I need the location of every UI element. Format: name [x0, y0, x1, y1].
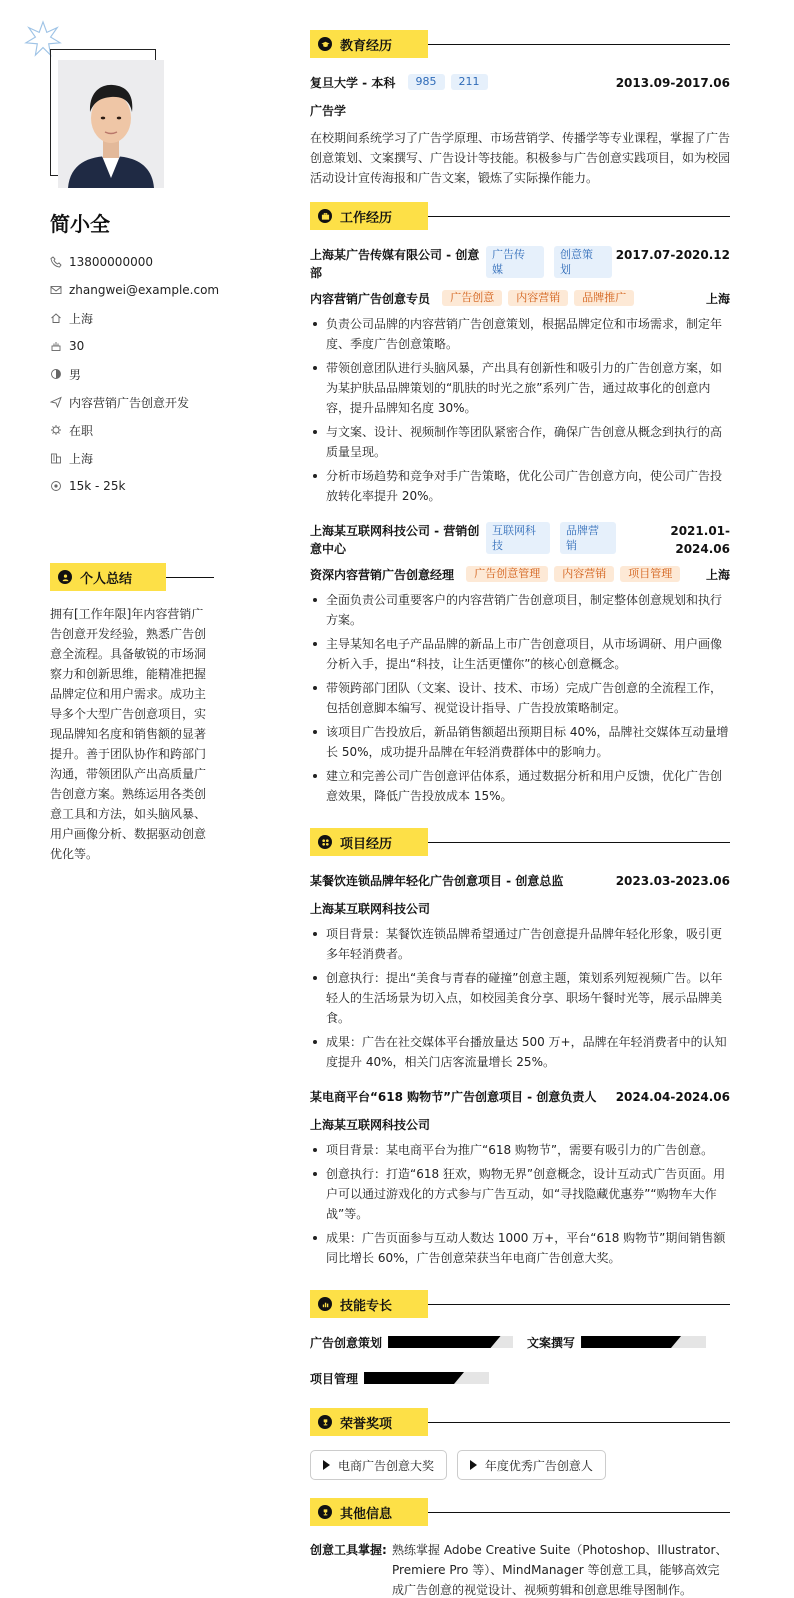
hometown-text: 上海: [69, 311, 94, 326]
projects-section-header: [310, 828, 730, 856]
salary-text: 15k - 25k: [69, 479, 126, 493]
award-label: 年度优秀广告创意人: [484, 1458, 593, 1473]
skill-bar: [388, 1336, 513, 1348]
industry-tag-line: 技: [492, 539, 503, 552]
skill-tag: 广告创意: [442, 290, 502, 306]
job-entry: [310, 246, 730, 506]
avatar-portrait-icon: [58, 60, 164, 188]
job-header-row: [310, 522, 730, 558]
projects-divider: [428, 842, 730, 843]
awards-list: [310, 1450, 730, 1480]
skill-tag: 内容营销: [554, 566, 614, 582]
project-bullet: 成果：广告页面参与互动人数达 1000 万+，平台“618 购物节”期间销售额同比增长 60%，广告创意荣获当年电商广告创意大奖。: [310, 1228, 730, 1268]
project-bullet: 项目背景：某电商平台为推广“618 购物节”，需要有吸引力的广告创意。: [310, 1140, 730, 1160]
work-divider: [428, 216, 730, 217]
job-bullet: 带领创意团队进行头脑风暴，产出具有创新性和吸引力的广告创意方案，如为某护肤品品牌策划的“肌肤的时光之旅”系列广告，通过故事化的创意内容，提升品牌知名度 30%。: [310, 358, 730, 418]
job-position: 内容营销广告创意专员: [310, 292, 431, 306]
job-company: [310, 522, 482, 558]
industry-tag-line: 媒: [492, 263, 503, 276]
skills-row: [310, 1368, 730, 1388]
left-column: [0, 0, 230, 1598]
skills-title-pill: [310, 1290, 428, 1318]
city-text: 上海: [69, 451, 94, 466]
home-icon: [50, 312, 62, 324]
job-position-line: [310, 566, 680, 584]
work-title: 工作经历: [340, 210, 393, 226]
industry-tag-line: 广告传: [492, 248, 525, 261]
status-text: 在职: [69, 423, 94, 438]
project-company: 上海某互联网科技公司: [310, 902, 431, 916]
info-job-intent: [50, 388, 230, 416]
skill-item: [527, 1334, 706, 1351]
skill-name: 项目管理: [310, 1371, 359, 1386]
job-bullet: 带领跨部门团队（文案、设计、技术、市场）完成广告创意的全流程工作，包括创意脚本编写、视觉设计指导、广告投放策略制定。: [310, 678, 730, 718]
candidate-name: 简小全: [50, 212, 110, 236]
cake-icon: [50, 340, 62, 352]
job-date: 2017.07-2020.12: [615, 248, 730, 262]
other-title: 其他信息: [340, 1506, 393, 1522]
gender-text: 男: [69, 367, 82, 382]
job-bullet: 建立和完善公司广告创意评估体系，通过数据分析和用户反馈，优化广告创意效果，降低广告投放成本 15%。: [310, 766, 730, 806]
gender-icon: [50, 368, 62, 380]
building-icon: [50, 452, 62, 464]
skills-divider: [428, 1304, 730, 1305]
info-status: [50, 416, 230, 444]
grid-icon: [318, 835, 332, 849]
award-label: 电商广告创意大奖: [338, 1458, 435, 1473]
industry-tag-line: 品牌营: [566, 524, 599, 537]
skill-tag: 品牌推广: [574, 290, 634, 306]
education-description: 在校期间系统学习了广告学原理、市场营销学、传播学等专业课程，掌握了广告创意策划、文案撰写、广告设计等技能。积极参与广告创意实践项目，如为校园活动设计宣传海报和广告文案，锻炼了实际操作能力。: [310, 131, 731, 185]
phone-text: 13800000000: [69, 255, 153, 269]
job-skill-tags: [466, 566, 680, 582]
contact-info: [50, 248, 230, 500]
skill-bar: [364, 1372, 489, 1384]
salary-icon: [50, 480, 62, 492]
trophy-icon: [318, 1415, 332, 1429]
job-position-line: [310, 290, 634, 308]
project-name: 某餐饮连锁品牌年轻化广告创意项目 - 创意总监: [310, 874, 564, 888]
summary-title-pill: [50, 563, 166, 591]
job-header-row: [310, 246, 730, 282]
skills-row: [310, 1332, 730, 1352]
status-icon: [50, 424, 62, 436]
play-icon: [470, 1460, 477, 1470]
job-bullet: 负责公司品牌的内容营销广告创意策划，根据品牌定位和市场需求，制定年度、季度广告创意策略。: [310, 314, 730, 354]
industry-tag-line: 互联网科: [492, 524, 536, 537]
mail-icon: [50, 284, 62, 296]
info-gender: [50, 360, 230, 388]
info-email: [50, 276, 230, 304]
job-bullet: 全面负责公司重要客户的内容营销广告创意项目，制定整体创意规划和执行方案。: [310, 590, 730, 630]
skills-title: 技能专长: [340, 1298, 393, 1314]
job-skill-tags: [442, 290, 634, 306]
skill-bar: [581, 1336, 706, 1348]
education-tag: 211: [451, 74, 488, 90]
project-bullet: 创意执行：打造“618 狂欢，购物无界”创意概念，设计互动式广告页面。用户可以通过游戏化的方式参与广告互动，如“寻找隐藏优惠券”“购物车大作战”等。: [310, 1164, 730, 1224]
education-divider: [428, 44, 730, 45]
trophy-icon: [318, 1505, 332, 1519]
job-bullet: 分析市场趋势和竞争对手广告策略，优化公司广告创意方向，使公司广告投放转化率提升 20%。: [310, 466, 730, 506]
education-major: 广告学: [310, 104, 347, 118]
skill-item: [310, 1334, 513, 1351]
project-bullet: 项目背景：某餐饮连锁品牌希望通过广告创意提升品牌年轻化形象，吸引更多年轻消费者。: [310, 924, 730, 964]
work-title-pill: [310, 202, 428, 230]
job-position-row: [310, 566, 730, 584]
industry-tag-line: 创意策: [560, 248, 593, 261]
project-entry: [310, 872, 730, 1072]
job-city: 上海: [705, 568, 730, 582]
project-bullets: [310, 1140, 730, 1268]
avatar: [58, 60, 164, 188]
right-column: [310, 30, 730, 1598]
bar-chart-icon: [318, 1297, 332, 1311]
other-section-header: [310, 1498, 730, 1526]
education-school-line: [310, 74, 488, 92]
graduation-cap-icon: [318, 37, 332, 51]
play-icon: [323, 1460, 330, 1470]
other-divider: [428, 1512, 730, 1513]
other-label: 创意工具掌握:: [310, 1543, 387, 1557]
skill-bar-fill: [364, 1372, 464, 1384]
job-company-line: 部: [310, 266, 323, 280]
project-header-row: [310, 1088, 730, 1106]
job-position: 资深内容营销广告创意经理: [310, 568, 455, 582]
info-city: [50, 444, 230, 472]
info-phone: [50, 248, 230, 276]
skills-section-header: [310, 1290, 730, 1318]
education-header-row: [310, 74, 730, 92]
projects-title-pill: [310, 828, 428, 856]
skill-tag: 内容营销: [508, 290, 568, 306]
job-intent-text: 内容营销广告创意开发: [69, 395, 190, 410]
skill-name: 文案撰写: [527, 1335, 576, 1350]
send-icon: [50, 396, 62, 408]
job-bullet: 该项目广告投放后，新品销售额超出预期目标 40%，品牌社交媒体互动量增长 50%，成功提升品牌在年轻消费群体中的影响力。: [310, 722, 730, 762]
education-title-pill: [310, 30, 428, 58]
job-company-line: 意中心: [310, 542, 347, 556]
education-title: 教育经历: [340, 38, 393, 54]
briefcase-icon: [318, 209, 332, 223]
job-city: 上海: [705, 292, 730, 306]
skill-item: [310, 1370, 489, 1387]
education-school: 复旦大学 - 本科: [310, 76, 396, 90]
job-company-line: 上海某互联网科技公司 - 营销创: [310, 524, 480, 538]
skill-tag: 广告创意管理: [466, 566, 548, 582]
project-date: 2023.03-2023.06: [615, 874, 730, 888]
project-date: 2024.04-2024.06: [615, 1090, 730, 1104]
job-bullet: 与文案、设计、视频制作等团队紧密合作，确保广告创意从概念到执行的高质量呈现。: [310, 422, 730, 462]
job-entry: [310, 522, 730, 806]
project-name: 某电商平台“618 购物节”广告创意项目 - 创意负责人: [310, 1090, 597, 1104]
work-section-header: [310, 202, 730, 230]
projects-title: 项目经历: [340, 836, 393, 852]
phone-icon: [50, 256, 62, 268]
age-text: 30: [69, 339, 85, 353]
award-chip: [457, 1450, 606, 1480]
project-bullet: 成果：广告在社交媒体平台播放量达 500 万+，品牌在年轻消费者中的认知度提升 40%，相关门店客流量增长 25%。: [310, 1032, 730, 1072]
industry-tag: [486, 522, 550, 554]
other-info-row: [310, 1540, 730, 1598]
skill-bar-fill: [388, 1336, 501, 1348]
awards-title: 荣誉奖项: [340, 1416, 393, 1432]
summary-divider: [166, 577, 214, 578]
skill-tag: 项目管理: [620, 566, 680, 582]
industry-tag: [486, 246, 544, 278]
user-icon: [58, 570, 72, 584]
other-title-pill: [310, 1498, 428, 1526]
education-date: 2013.09-2017.06: [615, 76, 730, 90]
project-company: 上海某互联网科技公司: [310, 1118, 431, 1132]
summary-section-header: [50, 563, 214, 591]
job-date: 2021.01-2024.06: [670, 524, 730, 556]
summary-text: 拥有[工作年限]年内容营销广告创意开发经验，熟悉广告创意全流程。具备敏锐的市场洞察力和创新思维，能精准把握品牌定位和用户需求。成功主导多个大型广告创意项目，实现品牌知名度和销售额的显著提升。善于团队协作和跨部门沟通，带领团队产出高质量广告创意方案。熟练运用各类创意工具和方法，如头脑风暴、用户画像分析、数据驱动创意优化等。: [50, 607, 207, 861]
job-company-line: 上海某广告传媒有限公司 - 创意: [310, 248, 480, 262]
industry-tag: [554, 246, 612, 278]
skill-name: 广告创意策划: [310, 1335, 383, 1350]
job-bullets: [310, 590, 730, 806]
education-tag: 985: [408, 74, 445, 90]
summary-title: 个人总结: [80, 571, 133, 587]
job-bullets: [310, 314, 730, 506]
info-hometown: [50, 304, 230, 332]
job-bullet: 主导某知名电子产品品牌的新品上市广告创意项目，从市场调研、用户画像分析入手，提出“科技，让生活更懂你”的核心创意概念。: [310, 634, 730, 674]
other-text: 熟练掌握 Adobe Creative Suite（Photoshop、Illustrator、Premiere Pro 等）、MindManager 等创意工具，能够高效完成广告创意的视觉设计、视频剪辑和创意思维导图制作。: [392, 1543, 728, 1597]
awards-section-header: [310, 1408, 730, 1436]
project-header-row: [310, 872, 730, 890]
email-text: zhangwei@example.com: [69, 283, 220, 297]
info-age: [50, 332, 230, 360]
job-position-row: [310, 290, 730, 308]
industry-tag-line: 划: [560, 263, 571, 276]
award-chip: [310, 1450, 447, 1480]
job-industry-tags: [486, 246, 612, 278]
project-bullet: 创意执行：提出“美食与青春的碰撞”创意主题，策划系列短视频广告。以年轻人的生活场景为切入点，如校园美食分享、职场午餐时光等，展示品牌美食。: [310, 968, 730, 1028]
skill-bar-fill: [581, 1336, 681, 1348]
job-company: [310, 246, 482, 282]
industry-tag-line: 销: [566, 539, 577, 552]
awards-title-pill: [310, 1408, 428, 1436]
info-salary: [50, 472, 230, 500]
project-bullets: [310, 924, 730, 1072]
job-industry-tags: [486, 522, 616, 554]
project-entry: [310, 1088, 730, 1268]
industry-tag: [560, 522, 616, 554]
education-section-header: [310, 30, 730, 58]
awards-divider: [428, 1422, 730, 1423]
education-tags: [408, 74, 488, 90]
